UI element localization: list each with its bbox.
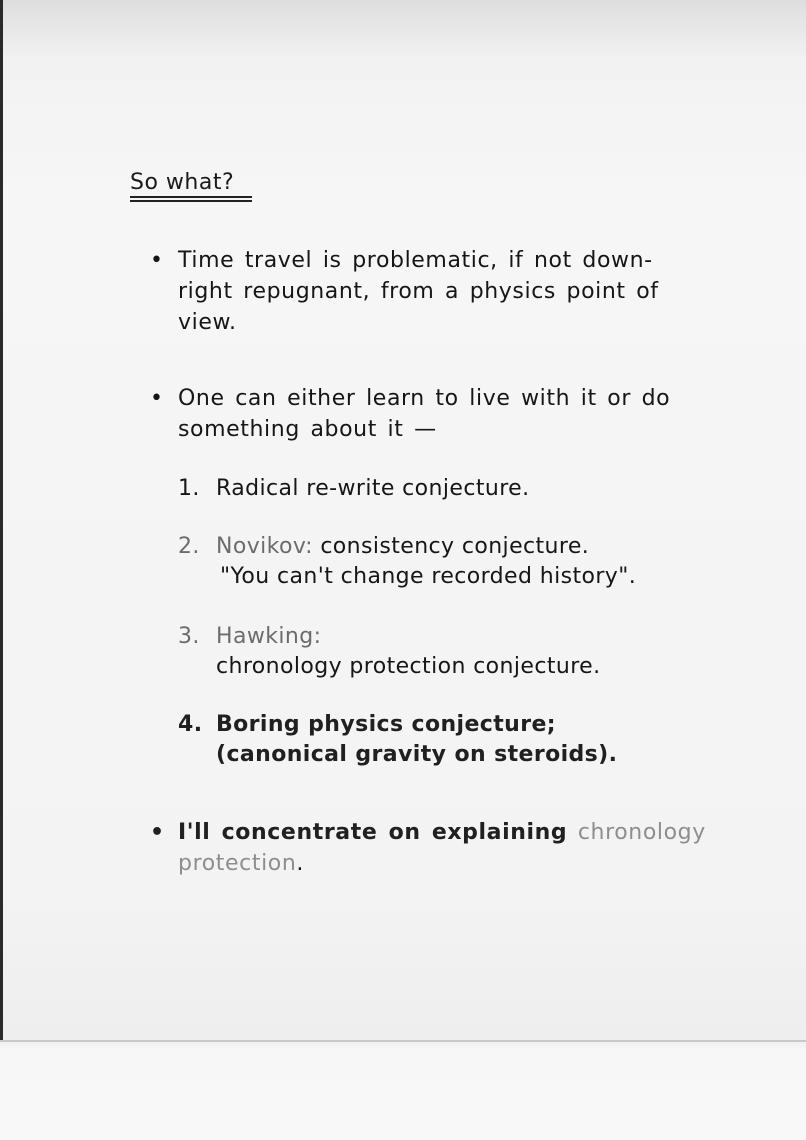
bullet-text-dark: I'll concentrate on explaining [178,820,568,845]
item-text [216,532,636,592]
item-line: Radical re-write conjecture. [216,476,530,501]
bullet-line: view. [178,310,237,335]
title-underline-2 [130,200,252,202]
item-text [216,622,601,682]
bullet-text [178,817,723,879]
item-number: 1. [178,476,200,501]
item-line: (canonical gravity on steroids). [216,742,618,767]
bullet-line: something about it — [178,417,437,442]
bullet-dot: • [150,386,163,411]
bullet-line [178,817,723,848]
page-fold-line [0,1040,806,1042]
bullet-text [178,245,723,338]
item-number: 2. [178,534,200,559]
bullet-line: Time travel is problematic, if not down- [178,248,653,273]
item-number: 3. [178,624,200,649]
bullet-period: . [296,851,304,876]
item-name: Hawking: [216,624,322,649]
item-rest: consistency conjecture. [320,534,590,559]
item-line: Boring physics conjecture; [216,712,556,737]
item-line: chronology protection conjecture. [216,654,601,679]
bullet-text-light: chronology [577,820,706,845]
item-quote: "You can't change recorded history". [220,564,637,589]
bullet-line: One can either learn to live with it or do [178,386,671,411]
bullet-line [178,848,723,879]
bullet-dot: • [150,820,165,845]
title-underline-1 [130,196,252,198]
item-name: Novikov: [216,534,313,559]
bullet-text [178,383,723,445]
bullet-text-light: protection [178,851,297,876]
item-text [216,710,617,770]
item-number: 4. [178,712,203,737]
bullet-dot: • [150,248,163,273]
item-text [216,474,530,504]
page-edge-shadow [0,0,3,1040]
bullet-line: right repugnant, from a physics point of [178,279,659,304]
slide-title: So what? [130,170,235,195]
item-line [216,532,636,562]
